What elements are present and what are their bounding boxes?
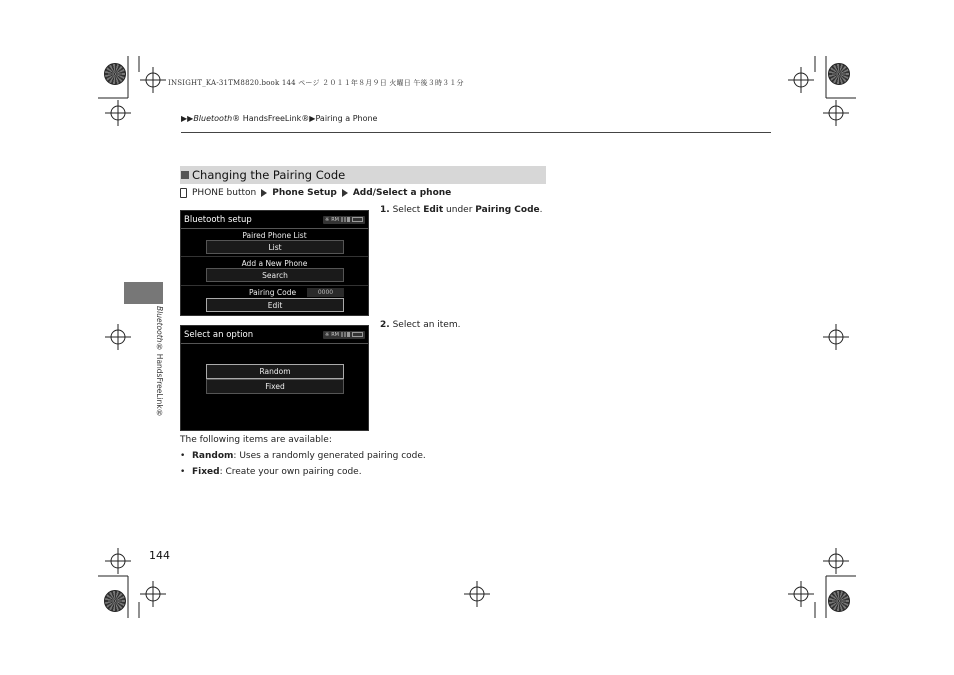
phone-button-icon	[180, 188, 187, 198]
section-heading-bar	[180, 166, 546, 184]
edit-button[interactable]: Edit	[206, 298, 344, 312]
list-item: • Fixed: Create your own pairing code.	[180, 467, 362, 477]
screen-title: Bluetooth setup	[184, 214, 252, 225]
pairing-code-row	[181, 286, 368, 314]
nav-path-step-2: Add/Select a phone	[352, 188, 452, 198]
select-option-screen	[180, 325, 369, 431]
status-text: RM	[331, 216, 339, 223]
nav-path-step-1: Phone Setup	[272, 188, 337, 198]
add-phone-row	[181, 257, 368, 286]
section-square-icon	[181, 171, 189, 179]
battery-icon	[352, 332, 363, 337]
step-2: 2. Select an item.	[380, 320, 461, 330]
section-title: Changing the Pairing Code	[192, 168, 346, 182]
nav-arrow-icon	[342, 189, 348, 197]
search-button[interactable]: Search	[206, 268, 344, 282]
breadcrumb-part-3: Pairing a Phone	[315, 114, 378, 123]
breadcrumb	[181, 114, 377, 123]
pairing-code-value: 0000	[307, 288, 344, 297]
battery-icon	[352, 217, 363, 222]
pairing-code-label: Pairing Code	[249, 288, 297, 297]
paired-phone-label: Paired Phone List	[242, 231, 307, 240]
available-items-text: The following items are available:	[180, 435, 332, 445]
page-number: 144	[149, 549, 170, 562]
list-button[interactable]: List	[206, 240, 344, 254]
fixed-button[interactable]: Fixed	[206, 379, 344, 394]
bluetooth-icon: ※	[325, 216, 330, 223]
random-button[interactable]: Random	[206, 364, 344, 379]
breadcrumb-arrow-icon: ▶	[309, 114, 316, 123]
screen-header	[181, 326, 368, 344]
nav-path-prefix: PHONE button	[192, 188, 257, 198]
status-indicators	[323, 216, 365, 224]
bullet-icon: •	[180, 467, 186, 477]
navigation-path	[180, 188, 451, 198]
paired-phone-row	[181, 229, 368, 257]
print-info-line: INSIGHT_KA-31TM8820.book 144 ページ ２０１１年８月９日 火曜日 午後３時３１分	[168, 79, 464, 87]
screen-title: Select an option	[184, 329, 254, 340]
signal-icon	[341, 217, 350, 222]
nav-arrow-icon	[261, 189, 267, 197]
status-indicators	[323, 331, 365, 339]
bluetooth-setup-screen	[180, 210, 369, 316]
step-1: 1. Select Edit under Pairing Code.	[380, 205, 543, 215]
breadcrumb-part-2: ® HandsFreeLink®	[232, 114, 310, 123]
bullet-icon: •	[180, 451, 186, 461]
breadcrumb-part-1: Bluetooth	[193, 114, 233, 123]
header-rule	[181, 132, 771, 133]
list-item: • Random: Uses a randomly generated pairing code.	[180, 451, 426, 461]
screen-header	[181, 211, 368, 229]
chapter-side-label: Bluetooth® HandsFreeLink®	[155, 306, 164, 418]
breadcrumb-arrow-icon: ▶▶	[181, 114, 194, 123]
chapter-tab	[124, 282, 163, 304]
bluetooth-icon: ※	[325, 331, 330, 338]
add-phone-label: Add a New Phone	[241, 259, 308, 268]
status-text: RM	[331, 331, 339, 338]
signal-icon	[341, 332, 350, 337]
